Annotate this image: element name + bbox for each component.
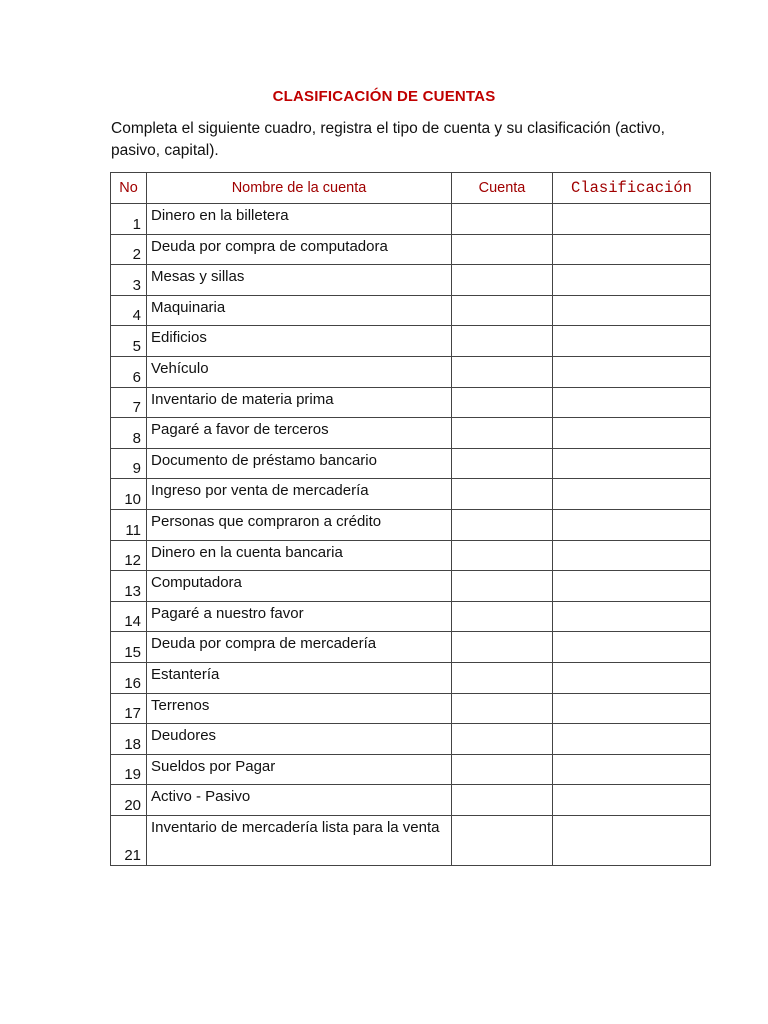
cuenta-cell[interactable]: [452, 326, 553, 357]
clasificacion-cell[interactable]: [553, 815, 711, 865]
clasificacion-cell[interactable]: [553, 448, 711, 479]
clasificacion-cell[interactable]: [553, 479, 711, 510]
cuenta-cell[interactable]: [452, 785, 553, 816]
cuenta-cell[interactable]: [452, 265, 553, 296]
header-nombre: Nombre de la cuenta: [147, 173, 452, 204]
row-number: 1: [111, 204, 147, 235]
clasificacion-cell[interactable]: [553, 509, 711, 540]
row-number: 10: [111, 479, 147, 510]
clasificacion-cell[interactable]: [553, 693, 711, 724]
account-name: Deuda por compra de mercadería: [147, 632, 452, 663]
table-row: [111, 295, 711, 326]
account-name: Computadora: [147, 571, 452, 602]
clasificacion-cell[interactable]: [553, 662, 711, 693]
table-row: [111, 632, 711, 663]
table-row: [111, 479, 711, 510]
table-row: [111, 571, 711, 602]
table-row: [111, 815, 711, 865]
account-name: Personas que compraron a crédito: [147, 509, 452, 540]
row-number: 12: [111, 540, 147, 571]
table-row: [111, 204, 711, 235]
account-name: Estantería: [147, 662, 452, 693]
row-number: 3: [111, 265, 147, 296]
row-number: 5: [111, 326, 147, 357]
accounts-table: [110, 172, 711, 866]
table-row: [111, 509, 711, 540]
row-number: 15: [111, 632, 147, 663]
cuenta-cell[interactable]: [452, 356, 553, 387]
cuenta-cell[interactable]: [452, 387, 553, 418]
row-number: 14: [111, 601, 147, 632]
clasificacion-cell[interactable]: [553, 356, 711, 387]
table-row: [111, 418, 711, 449]
table-row: [111, 724, 711, 755]
clasificacion-cell[interactable]: [553, 295, 711, 326]
account-name: Vehículo: [147, 356, 452, 387]
account-name: Pagaré a nuestro favor: [147, 601, 452, 632]
clasificacion-cell[interactable]: [553, 785, 711, 816]
table-row: [111, 448, 711, 479]
cuenta-cell[interactable]: [452, 601, 553, 632]
header-clasificacion: Clasificación: [553, 173, 711, 204]
table-row: [111, 785, 711, 816]
table-row: [111, 326, 711, 357]
account-name: Dinero en la billetera: [147, 204, 452, 235]
row-number: 19: [111, 754, 147, 785]
clasificacion-cell[interactable]: [553, 754, 711, 785]
account-name: Edificios: [147, 326, 452, 357]
account-name: Inventario de mercadería lista para la venta: [147, 815, 452, 865]
row-number: 6: [111, 356, 147, 387]
row-number: 7: [111, 387, 147, 418]
cuenta-cell[interactable]: [452, 754, 553, 785]
account-name: Inventario de materia prima: [147, 387, 452, 418]
instructions-text: Completa el siguiente cuadro, registra el tipo de cuenta y su clasificación (activo, pasivo, capital).: [111, 120, 665, 159]
account-name: Ingreso por venta de mercadería: [147, 479, 452, 510]
row-number: 8: [111, 418, 147, 449]
table-row: [111, 387, 711, 418]
account-name: Maquinaria: [147, 295, 452, 326]
header-no: No: [111, 173, 147, 204]
cuenta-cell[interactable]: [452, 571, 553, 602]
account-name: Mesas y sillas: [147, 265, 452, 296]
account-name: Dinero en la cuenta bancaria: [147, 540, 452, 571]
row-number: 9: [111, 448, 147, 479]
row-number: 17: [111, 693, 147, 724]
table-row: [111, 356, 711, 387]
cuenta-cell[interactable]: [452, 509, 553, 540]
clasificacion-cell[interactable]: [553, 724, 711, 755]
clasificacion-cell[interactable]: [553, 571, 711, 602]
clasificacion-cell[interactable]: [553, 418, 711, 449]
clasificacion-cell[interactable]: [553, 632, 711, 663]
clasificacion-cell[interactable]: [553, 265, 711, 296]
cuenta-cell[interactable]: [452, 204, 553, 235]
account-name: Deudores: [147, 724, 452, 755]
table-row: [111, 662, 711, 693]
document-title: CLASIFICACIÓN DE CUENTAS: [272, 88, 496, 105]
cuenta-cell[interactable]: [452, 234, 553, 265]
account-name: Pagaré a favor de terceros: [147, 418, 452, 449]
clasificacion-cell[interactable]: [553, 387, 711, 418]
table-row: [111, 234, 711, 265]
row-number: 16: [111, 662, 147, 693]
table-row: [111, 754, 711, 785]
cuenta-cell[interactable]: [452, 295, 553, 326]
clasificacion-cell[interactable]: [553, 234, 711, 265]
clasificacion-cell[interactable]: [553, 601, 711, 632]
row-number: 11: [111, 509, 147, 540]
cuenta-cell[interactable]: [452, 448, 553, 479]
account-name: Documento de préstamo bancario: [147, 448, 452, 479]
clasificacion-cell[interactable]: [553, 204, 711, 235]
cuenta-cell[interactable]: [452, 815, 553, 865]
cuenta-cell[interactable]: [452, 724, 553, 755]
row-number: 4: [111, 295, 147, 326]
row-number: 21: [111, 815, 147, 865]
cuenta-cell[interactable]: [452, 479, 553, 510]
clasificacion-cell[interactable]: [553, 326, 711, 357]
table-row: [111, 693, 711, 724]
account-name: Deuda por compra de computadora: [147, 234, 452, 265]
clasificacion-cell[interactable]: [553, 540, 711, 571]
table-header-row: [111, 173, 711, 204]
table-row: [111, 265, 711, 296]
table-row: [111, 540, 711, 571]
row-number: 20: [111, 785, 147, 816]
row-number: 13: [111, 571, 147, 602]
account-name: Sueldos por Pagar: [147, 754, 452, 785]
cuenta-cell[interactable]: [452, 693, 553, 724]
cuenta-cell[interactable]: [452, 632, 553, 663]
header-cuenta: Cuenta: [452, 173, 553, 204]
account-name: Activo - Pasivo: [147, 785, 452, 816]
cuenta-cell[interactable]: [452, 418, 553, 449]
row-number: 2: [111, 234, 147, 265]
cuenta-cell[interactable]: [452, 540, 553, 571]
account-name: Terrenos: [147, 693, 452, 724]
row-number: 18: [111, 724, 147, 755]
cuenta-cell[interactable]: [452, 662, 553, 693]
table-row: [111, 601, 711, 632]
